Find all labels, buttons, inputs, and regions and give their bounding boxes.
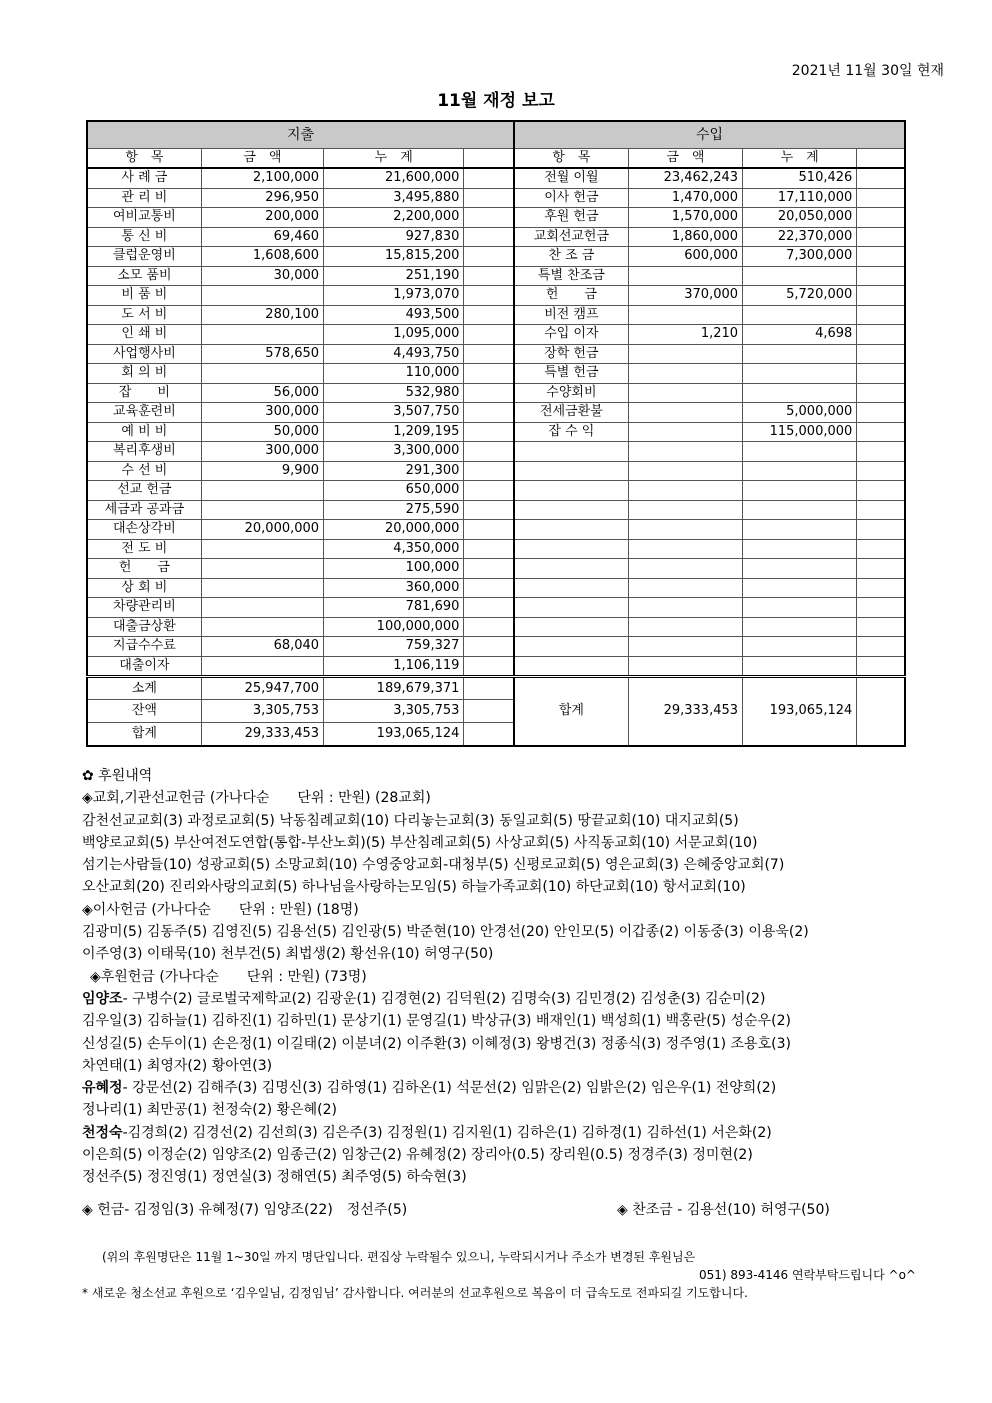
expense-item: 복리후생비	[87, 442, 201, 462]
footer-line2: 051) 893-4146 연락부탁드립니다 ^o^	[699, 1268, 916, 1282]
expense-blank	[464, 559, 514, 579]
income-item	[514, 656, 628, 677]
sponsor-section	[82, 765, 942, 1221]
expense-total: 927,830	[324, 227, 464, 247]
table-row	[87, 656, 905, 677]
income-amount: 1,210	[628, 325, 742, 345]
subtotal-row	[87, 677, 905, 700]
table-row	[87, 559, 905, 579]
table-row	[87, 637, 905, 657]
expense-item: 사업행사비	[87, 344, 201, 364]
income-blank	[857, 617, 905, 637]
report-date: 2021년 11월 30일 현재	[791, 63, 944, 79]
expense-blank	[464, 539, 514, 559]
income-blank	[857, 598, 905, 618]
income-item: 특별 찬조금	[514, 266, 628, 286]
expense-header: 지출	[87, 121, 514, 149]
income-blank	[857, 461, 905, 481]
income-item: 전세금환불	[514, 403, 628, 423]
income-amount	[628, 617, 742, 637]
page-title: 11월 재정 보고	[437, 91, 555, 111]
income-item	[514, 461, 628, 481]
income-total	[743, 442, 857, 462]
expense-total: 759,327	[324, 637, 464, 657]
sponsor-heading: ✿ 후원내역	[82, 768, 153, 784]
col-item: 항 목	[87, 149, 201, 169]
balance-total: 3,305,753	[324, 700, 464, 723]
expense-item: 여비교통비	[87, 208, 201, 228]
expense-amount: 50,000	[201, 422, 323, 442]
expense-item: 교육훈련비	[87, 403, 201, 423]
expense-item: 지급수수료	[87, 637, 201, 657]
income-blank	[857, 286, 905, 306]
col-amount: 금 액	[201, 149, 323, 169]
income-amount: 1,860,000	[628, 227, 742, 247]
income-total	[743, 461, 857, 481]
income-total	[743, 344, 857, 364]
expense-total: 3,495,880	[324, 188, 464, 208]
expense-total: 1,095,000	[324, 325, 464, 345]
table-row	[87, 481, 905, 501]
expense-item: 대출이자	[87, 656, 201, 677]
expense-item: 클럽운영비	[87, 247, 201, 267]
expense-item: 예 비 비	[87, 422, 201, 442]
income-amount	[628, 422, 742, 442]
income-blank	[857, 344, 905, 364]
expense-item: 헌 금	[87, 559, 201, 579]
expense-amount: 1,608,600	[201, 247, 323, 267]
footer-line1: (위의 후원명단은 11월 1~30일 까지 명단입니다. 편집상 누락될수 있으니, 누락되시거나 주소가 변경된 후원님은	[102, 1250, 696, 1264]
income-amount	[628, 520, 742, 540]
expense-total: 110,000	[324, 364, 464, 384]
income-item	[514, 617, 628, 637]
group-leader: 유혜정	[82, 1080, 123, 1097]
table-row	[87, 539, 905, 559]
expense-blank	[464, 403, 514, 423]
income-amount	[628, 578, 742, 598]
expense-item: 사 례 금	[87, 168, 201, 188]
table-row	[87, 617, 905, 637]
expense-total: 291,300	[324, 461, 464, 481]
expense-total: 100,000,000	[324, 617, 464, 637]
expense-total: 493,500	[324, 305, 464, 325]
support-heading: ◈후원헌금 (가나다순 단위 : 만원) (73명)	[90, 968, 367, 985]
expense-item: 도 서 비	[87, 305, 201, 325]
income-total-amount: 29,333,453	[628, 677, 742, 746]
expense-blank	[464, 325, 514, 345]
expense-total: 4,350,000	[324, 539, 464, 559]
col-item: 항 목	[514, 149, 628, 169]
income-item: 이사 헌금	[514, 188, 628, 208]
table-row	[87, 286, 905, 306]
expense-total: 20,000,000	[324, 520, 464, 540]
table-row	[87, 461, 905, 481]
income-amount	[628, 656, 742, 677]
expense-item: 상 회 비	[87, 578, 201, 598]
expense-total: 21,600,000	[324, 168, 464, 188]
col-blank	[857, 149, 905, 169]
income-total	[743, 656, 857, 677]
income-amount: 23,462,243	[628, 168, 742, 188]
subtotal-label: 소계	[87, 677, 201, 700]
expense-total: 275,590	[324, 500, 464, 520]
list-item: 이주영(3) 이태묵(10) 천부건(5) 최법생(2) 황선유(10) 허영구(50)	[82, 946, 494, 963]
expense-item: 선교 헌금	[87, 481, 201, 501]
expense-item: 대손상각비	[87, 520, 201, 540]
income-total	[743, 637, 857, 657]
income-item: 수양회비	[514, 383, 628, 403]
expense-amount: 296,950	[201, 188, 323, 208]
income-total: 17,110,000	[743, 188, 857, 208]
balance-amount: 3,305,753	[201, 700, 323, 723]
income-blank	[857, 500, 905, 520]
income-blank	[857, 442, 905, 462]
table-body	[87, 168, 905, 677]
expense-blank	[464, 500, 514, 520]
expense-amount: 9,900	[201, 461, 323, 481]
table-row	[87, 266, 905, 286]
list-item: 정나리(1) 최만공(1) 천정숙(2) 황은혜(2)	[82, 1102, 337, 1119]
expense-amount	[201, 325, 323, 345]
income-total: 22,370,000	[743, 227, 857, 247]
expense-item: 소모 품비	[87, 266, 201, 286]
group-list	[82, 1010, 942, 1077]
expense-item: 수 선 비	[87, 461, 201, 481]
expense-item: 회 의 비	[87, 364, 201, 384]
balance-label: 잔액	[87, 700, 201, 723]
income-blank	[857, 383, 905, 403]
table-row	[87, 364, 905, 384]
table-row	[87, 168, 905, 188]
expense-item: 대출금상환	[87, 617, 201, 637]
expense-blank	[464, 247, 514, 267]
income-total	[743, 598, 857, 618]
subtotal-amount: 25,947,700	[201, 677, 323, 700]
expense-amount	[201, 617, 323, 637]
income-item: 비전 캠프	[514, 305, 628, 325]
income-item: 헌 금	[514, 286, 628, 306]
group-first-line: 유혜정- 강문선(2) 김해주(3) 김명신(3) 김하영(1) 김하온(1) 석문선(2) 임맑은(2) 임밝은(2) 임은우(1) 전양희(2)	[82, 1080, 777, 1097]
expense-blank	[464, 422, 514, 442]
income-amount	[628, 481, 742, 501]
church-heading: ◈교회,기관선교헌금 (가나다순 단위 : 만원) (28교회)	[82, 790, 431, 807]
group-list	[82, 1099, 942, 1121]
expense-item: 잡 비	[87, 383, 201, 403]
income-blank	[857, 656, 905, 677]
expense-amount: 30,000	[201, 266, 323, 286]
table-row	[87, 188, 905, 208]
income-item: 후원 헌금	[514, 208, 628, 228]
list-item: 신성길(5) 손두이(1) 손은정(1) 이길태(2) 이분녀(2) 이주환(3) 이혜정(3) 왕병건(3) 정종식(3) 정주영(1) 조용호(3)	[82, 1035, 791, 1052]
expense-blank	[464, 598, 514, 618]
expense-amount: 300,000	[201, 442, 323, 462]
expense-blank	[464, 344, 514, 364]
expense-item: 차량관리비	[87, 598, 201, 618]
expense-total: 100,000	[324, 559, 464, 579]
expense-item: 전 도 비	[87, 539, 201, 559]
director-list	[82, 921, 942, 966]
table-row	[87, 442, 905, 462]
expense-amount: 300,000	[201, 403, 323, 423]
expense-amount: 68,040	[201, 637, 323, 657]
income-item: 교회선교헌금	[514, 227, 628, 247]
income-blank	[857, 227, 905, 247]
expense-amount	[201, 559, 323, 579]
expense-item: 인 쇄 비	[87, 325, 201, 345]
expense-amount	[201, 500, 323, 520]
income-item	[514, 559, 628, 579]
income-item: 특별 헌금	[514, 364, 628, 384]
income-blank	[857, 637, 905, 657]
income-total	[743, 578, 857, 598]
table-row	[87, 344, 905, 364]
subtotal-total: 189,679,371	[324, 677, 464, 700]
expense-blank	[464, 266, 514, 286]
expense-total: 251,190	[324, 266, 464, 286]
income-total: 7,300,000	[743, 247, 857, 267]
group-list	[82, 1144, 942, 1189]
income-amount: 1,570,000	[628, 208, 742, 228]
expense-blank	[464, 305, 514, 325]
income-item	[514, 598, 628, 618]
expense-total: 3,507,750	[324, 403, 464, 423]
income-total: 4,698	[743, 325, 857, 345]
director-heading: ◈이사헌금 (가나다순 단위 : 만원) (18명)	[82, 901, 359, 918]
income-blank	[857, 559, 905, 579]
table-row	[87, 578, 905, 598]
expense-total: 1,973,070	[324, 286, 464, 306]
income-amount	[628, 403, 742, 423]
list-item: 차연태(1) 최영자(2) 황아연(3)	[82, 1057, 273, 1074]
expense-amount	[201, 539, 323, 559]
expense-amount: 20,000,000	[201, 520, 323, 540]
expense-blank	[464, 578, 514, 598]
income-blank	[857, 520, 905, 540]
income-blank	[857, 208, 905, 228]
income-item: 수입 이자	[514, 325, 628, 345]
income-blank	[857, 247, 905, 267]
income-amount	[628, 383, 742, 403]
expense-item: 통 신 비	[87, 227, 201, 247]
income-amount	[628, 442, 742, 462]
table-row	[87, 305, 905, 325]
list-item: 정선주(5) 정진영(1) 정연실(3) 정해연(5) 최주영(5) 하숙현(3)	[82, 1169, 467, 1186]
income-blank	[857, 188, 905, 208]
expense-blank	[464, 656, 514, 677]
list-item: 김광미(5) 김동주(5) 김영진(5) 김용선(5) 김인광(5) 박준현(10) 안경선(20) 안인모(5) 이갑종(2) 이동중(3) 이용욱(2)	[82, 924, 809, 941]
expense-amount	[201, 286, 323, 306]
expense-blank	[464, 188, 514, 208]
table-row	[87, 598, 905, 618]
col-amount: 금 액	[628, 149, 742, 169]
income-total	[743, 305, 857, 325]
income-amount	[628, 637, 742, 657]
income-header: 수입	[514, 121, 905, 149]
income-amount	[628, 364, 742, 384]
expense-blank	[464, 286, 514, 306]
income-total	[743, 383, 857, 403]
income-item	[514, 481, 628, 501]
income-total	[743, 500, 857, 520]
expense-total: 781,690	[324, 598, 464, 618]
income-amount	[628, 598, 742, 618]
group-first-line: 천정숙-김경희(2) 김경선(2) 김선희(3) 김은주(3) 김정원(1) 김지원(1) 김하은(1) 김하경(1) 김하선(1) 서은화(2)	[82, 1124, 772, 1141]
income-blank	[857, 168, 905, 188]
expense-amount	[201, 578, 323, 598]
income-item	[514, 637, 628, 657]
list-item: 섬기는사람들(10) 성광교회(5) 소망교회(10) 수영중앙교회-대청부(5) 신평로교회(5) 영은교회(3) 은혜중앙교회(7)	[82, 857, 785, 874]
expense-total: 360,000	[324, 578, 464, 598]
income-total	[743, 520, 857, 540]
income-blank	[857, 266, 905, 286]
footer-notes	[82, 1248, 932, 1302]
income-amount: 1,470,000	[628, 188, 742, 208]
table-row	[87, 325, 905, 345]
sponsor-money-line: ◈ 찬조금 - 김용선(10) 허영구(50)	[617, 1201, 830, 1218]
income-item	[514, 442, 628, 462]
expense-blank	[464, 520, 514, 540]
income-amount: 600,000	[628, 247, 742, 267]
group-leader: 임양조	[82, 990, 123, 1007]
expense-amount: 280,100	[201, 305, 323, 325]
table-row	[87, 208, 905, 228]
income-blank	[857, 305, 905, 325]
table-row	[87, 422, 905, 442]
income-item	[514, 520, 628, 540]
income-total	[743, 617, 857, 637]
expense-blank	[464, 168, 514, 188]
list-item: 감천선교교회(3) 과정로교회(5) 낙동침례교회(10) 다리놓는교회(3) 동일교회(5) 땅끝교회(10) 대지교회(5)	[82, 812, 739, 829]
income-item: 전월 이월	[514, 168, 628, 188]
expense-item: 관 리 비	[87, 188, 201, 208]
col-blank	[464, 149, 514, 169]
expense-blank	[464, 617, 514, 637]
income-amount	[628, 559, 742, 579]
income-amount	[628, 305, 742, 325]
table-row	[87, 227, 905, 247]
expense-blank	[464, 364, 514, 384]
income-total	[743, 539, 857, 559]
list-item: 김우일(3) 김하늘(1) 김하진(1) 김하민(1) 문상기(1) 문영길(1) 박상규(3) 배재인(1) 백성희(1) 백홍란(5) 성순우(2)	[82, 1013, 791, 1030]
table-row	[87, 520, 905, 540]
expense-blank	[464, 383, 514, 403]
income-total-label: 합계	[514, 677, 628, 746]
total-total: 193,065,124	[324, 723, 464, 746]
income-item	[514, 500, 628, 520]
expense-amount: 69,460	[201, 227, 323, 247]
income-item: 장학 헌금	[514, 344, 628, 364]
income-total	[743, 559, 857, 579]
income-item	[514, 578, 628, 598]
income-blank	[857, 422, 905, 442]
expense-total: 532,980	[324, 383, 464, 403]
income-item: 잡 수 익	[514, 422, 628, 442]
expense-amount: 2,100,000	[201, 168, 323, 188]
expense-amount: 200,000	[201, 208, 323, 228]
income-blank	[857, 403, 905, 423]
table-row	[87, 383, 905, 403]
expense-blank	[464, 208, 514, 228]
list-item: 오산교회(20) 진리와사랑의교회(5) 하나님을사랑하는모임(5) 하늘가족교회(10) 하단교회(10) 항서교회(10)	[82, 879, 746, 896]
cash-sponsor-row	[82, 1199, 942, 1221]
expense-total: 650,000	[324, 481, 464, 501]
expense-amount: 56,000	[201, 383, 323, 403]
income-amount	[628, 539, 742, 559]
expense-blank	[464, 227, 514, 247]
income-item: 찬 조 금	[514, 247, 628, 267]
total-amount: 29,333,453	[201, 723, 323, 746]
expense-item: 비 품 비	[87, 286, 201, 306]
expense-total: 4,493,750	[324, 344, 464, 364]
income-total	[743, 364, 857, 384]
income-amount	[628, 344, 742, 364]
income-amount: 370,000	[628, 286, 742, 306]
expense-item: 세금과 공과금	[87, 500, 201, 520]
income-total: 5,720,000	[743, 286, 857, 306]
expense-amount	[201, 656, 323, 677]
expense-amount: 578,650	[201, 344, 323, 364]
income-blank	[857, 325, 905, 345]
finance-table	[86, 120, 906, 747]
footer-line3: * 새로운 청소선교 후원으로 ‘김우일님, 김정임님’ 감사합니다. 여러분의 선교후원으로 복음이 더 급속도로 전파되길 기도합니다.	[82, 1286, 748, 1300]
expense-amount	[201, 481, 323, 501]
expense-blank	[464, 637, 514, 657]
expense-total: 3,300,000	[324, 442, 464, 462]
cash-line: ◈ 헌금- 김정임(3) 유혜정(7) 임양조(22) 정선주(5)	[82, 1201, 408, 1218]
total-label: 합계	[87, 723, 201, 746]
expense-total: 2,200,000	[324, 208, 464, 228]
income-total: 115,000,000	[743, 422, 857, 442]
col-total: 누 계	[324, 149, 464, 169]
income-amount	[628, 266, 742, 286]
income-total: 5,000,000	[743, 403, 857, 423]
expense-blank	[464, 461, 514, 481]
list-item: 백양로교회(5) 부산여전도연합(통합-부산노회)(5) 부산침례교회(5) 사상교회(5) 사직동교회(10) 서문교회(10)	[82, 834, 758, 851]
income-total: 20,050,000	[743, 208, 857, 228]
income-blank	[857, 364, 905, 384]
income-total	[743, 266, 857, 286]
income-total	[743, 481, 857, 501]
table-row	[87, 500, 905, 520]
income-amount	[628, 500, 742, 520]
income-blank	[857, 539, 905, 559]
group-first-line: 임양조- 구병수(2) 글로벌국제학교(2) 김광운(1) 김경현(2) 김덕원(2) 김명숙(3) 김민경(2) 김성춘(3) 김순미(2)	[82, 990, 766, 1007]
income-blank	[857, 481, 905, 501]
expense-total: 1,209,195	[324, 422, 464, 442]
expense-amount	[201, 598, 323, 618]
expense-blank	[464, 481, 514, 501]
list-item: 이은희(5) 이정순(2) 임양조(2) 임종근(2) 임창근(2) 유혜정(2) 장리아(0.5) 장리원(0.5) 정경주(3) 정미현(2)	[82, 1147, 753, 1164]
group-leader: 천정숙	[82, 1124, 123, 1141]
expense-total: 15,815,200	[324, 247, 464, 267]
table-row	[87, 403, 905, 423]
expense-blank	[464, 442, 514, 462]
table-row	[87, 247, 905, 267]
church-list	[82, 810, 942, 899]
col-total: 누 계	[743, 149, 857, 169]
expense-amount	[201, 364, 323, 384]
income-item	[514, 539, 628, 559]
expense-total: 1,106,119	[324, 656, 464, 677]
income-amount	[628, 461, 742, 481]
income-total: 510,426	[743, 168, 857, 188]
income-blank	[857, 578, 905, 598]
income-total-total: 193,065,124	[743, 677, 857, 746]
